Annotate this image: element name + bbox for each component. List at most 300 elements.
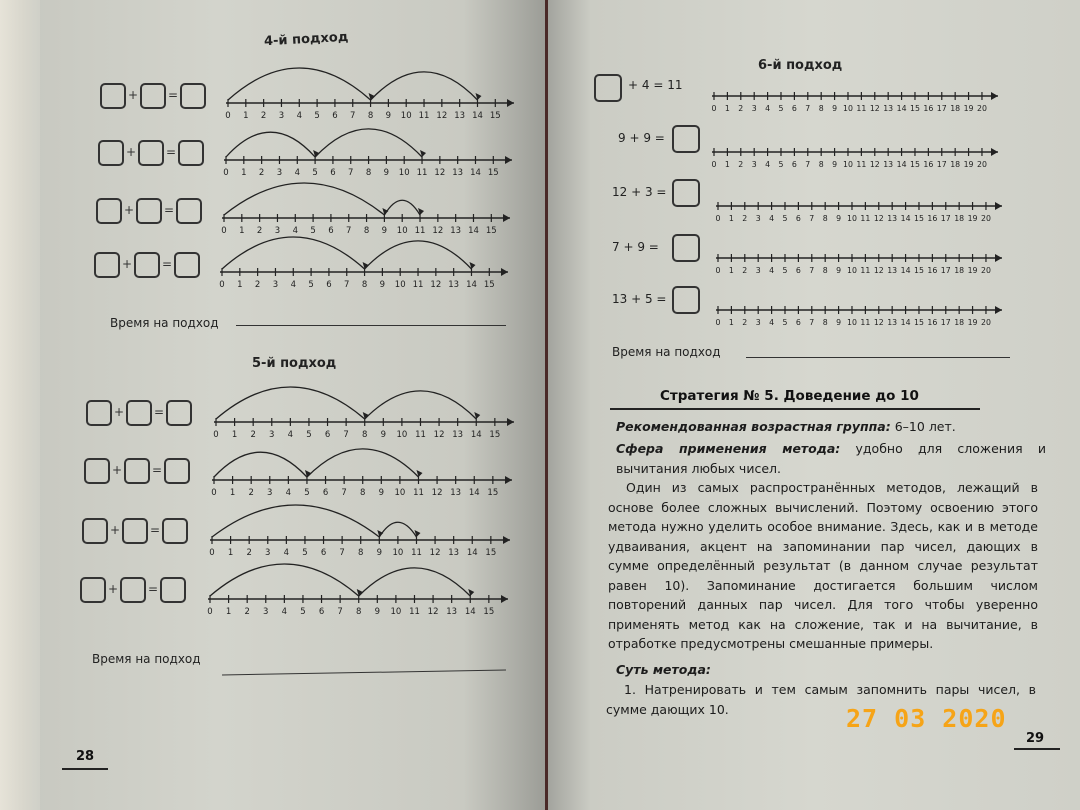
answer-box[interactable] xyxy=(162,518,188,544)
tick-label: 1 xyxy=(227,548,234,558)
tick-label: 13 xyxy=(887,266,898,275)
jump-arc xyxy=(228,68,371,100)
tick-label: 1 xyxy=(231,430,238,440)
tick-label: 16 xyxy=(923,160,934,169)
equals-sign: = xyxy=(152,463,163,477)
tick-label: 19 xyxy=(967,214,978,223)
tick-label: 12 xyxy=(432,226,444,236)
tick-label: 8 xyxy=(822,266,828,275)
equation-3: 12 + 3 = xyxy=(612,185,667,199)
answer-box[interactable] xyxy=(180,83,206,109)
tick-label: 10 xyxy=(394,488,406,498)
tick-label: 13 xyxy=(452,168,464,178)
tick-label: 18 xyxy=(954,214,965,223)
tick-label: 12 xyxy=(434,168,446,178)
section-5-title: 5-й подход xyxy=(252,356,337,371)
tick-label: 8 xyxy=(358,548,364,558)
tick-label: 7 xyxy=(348,168,354,178)
tick-label: 7 xyxy=(344,280,350,290)
tick-label: 13 xyxy=(452,430,464,440)
tick-label: 3 xyxy=(755,214,761,223)
tick-label: 4 xyxy=(765,160,771,169)
tick-label: 8 xyxy=(822,214,828,223)
tick-label: 18 xyxy=(950,104,961,113)
tick-label: 2 xyxy=(250,430,256,440)
tick-label: 7 xyxy=(809,266,815,275)
tick-label: 11 xyxy=(860,266,871,275)
tick-label: 11 xyxy=(415,430,426,440)
tick-label: 6 xyxy=(795,266,801,275)
tick-label: 14 xyxy=(900,266,911,275)
tick-label: 6 xyxy=(328,226,334,236)
tick-label: 16 xyxy=(927,266,938,275)
answer-box[interactable] xyxy=(86,400,112,426)
tick-label: 4 xyxy=(769,266,775,275)
tick-label: 3 xyxy=(265,548,271,558)
tick-label: 11 xyxy=(860,214,871,223)
tick-label: 15 xyxy=(483,607,495,617)
time-label-4: Время на подход xyxy=(110,316,219,330)
equals-sign: = xyxy=(162,257,173,271)
tick-label: 12 xyxy=(873,318,884,327)
tick-label: 3 xyxy=(751,160,757,169)
tick-label: 9 xyxy=(374,607,381,617)
tick-label: 13 xyxy=(450,488,462,498)
tick-label: 17 xyxy=(936,104,947,113)
tick-label: 16 xyxy=(923,104,934,113)
tick-label: 2 xyxy=(738,104,744,113)
tick-label: 12 xyxy=(431,488,443,498)
tick-label: 12 xyxy=(869,160,880,169)
tick-label: 7 xyxy=(809,318,815,327)
number-line-arrowhead xyxy=(991,92,998,100)
tick-label: 12 xyxy=(427,607,439,617)
tick-label: 0 xyxy=(715,214,721,223)
answer-box[interactable] xyxy=(136,198,162,224)
tick-label: 3 xyxy=(269,430,275,440)
jump-arc xyxy=(371,72,478,100)
tick-label: 2 xyxy=(738,160,744,169)
answer-box[interactable] xyxy=(124,458,150,484)
tick-label: 9 xyxy=(832,104,838,113)
tick-label: 13 xyxy=(883,160,894,169)
number-line-arrowhead xyxy=(995,202,1002,210)
tick-label: 9 xyxy=(836,214,842,223)
tick-label: 5 xyxy=(782,266,788,275)
number-line-arrowhead xyxy=(995,254,1002,262)
tick-label: 12 xyxy=(873,214,884,223)
answer-box[interactable] xyxy=(164,458,190,484)
tick-label: 0 xyxy=(715,266,721,275)
tick-label: 13 xyxy=(448,280,460,290)
tick-label: 2 xyxy=(248,488,254,498)
tick-label: 14 xyxy=(466,548,478,558)
tick-label: 4 xyxy=(292,226,298,236)
tick-label: 5 xyxy=(782,318,788,327)
tick-label: 14 xyxy=(466,280,477,290)
tick-label: 15 xyxy=(487,168,499,178)
equals-sign: = xyxy=(164,203,175,217)
tick-label: 20 xyxy=(981,318,991,327)
tick-label: 2 xyxy=(254,280,261,290)
tick-label: 4 xyxy=(287,430,294,440)
tick-label: 10 xyxy=(400,111,412,121)
tick-label: 2 xyxy=(246,548,252,558)
tick-label: 10 xyxy=(843,104,853,113)
essence-item: 1. Натренировать и тем самым запомнить пары чисел, в сумме дающих 10. xyxy=(606,682,1036,717)
tick-label: 5 xyxy=(312,168,318,178)
right-page xyxy=(548,0,1080,810)
tick-label: 7 xyxy=(341,488,347,498)
plus-sign: + xyxy=(126,145,137,159)
tick-label: 9 xyxy=(836,318,842,327)
tick-label: 3 xyxy=(267,488,273,498)
page-edge xyxy=(0,0,40,810)
tick-label: 5 xyxy=(314,111,320,121)
answer-box[interactable] xyxy=(84,458,110,484)
tick-label: 6 xyxy=(322,488,329,498)
tick-label: 8 xyxy=(818,104,824,113)
tick-label: 10 xyxy=(398,168,410,178)
tick-label: 6 xyxy=(330,168,336,178)
answer-box[interactable] xyxy=(672,125,700,153)
tick-label: 0 xyxy=(711,104,717,113)
tick-label: 7 xyxy=(805,104,811,113)
number-line-arrowhead xyxy=(507,99,514,107)
tick-label: 15 xyxy=(914,214,924,223)
answer-box[interactable] xyxy=(594,74,622,102)
tick-label: 1 xyxy=(239,226,245,236)
tick-label: 0 xyxy=(223,168,229,178)
time-answer-line-4 xyxy=(236,325,506,326)
tick-label: 6 xyxy=(791,104,797,113)
answer-box[interactable] xyxy=(80,577,106,603)
jump-arc xyxy=(214,452,307,477)
tick-label: 14 xyxy=(468,488,480,498)
answer-box[interactable] xyxy=(134,252,160,278)
strategy-underline xyxy=(610,408,980,410)
tick-label: 12 xyxy=(436,111,448,121)
tick-label: 13 xyxy=(454,111,466,121)
answer-box[interactable] xyxy=(160,577,186,603)
tick-label: 13 xyxy=(883,104,894,113)
tick-label: 12 xyxy=(873,266,884,275)
date-stamp: 27 03 2020 xyxy=(846,704,1007,733)
answer-box[interactable] xyxy=(100,83,126,109)
tick-label: 10 xyxy=(396,430,408,440)
tick-label: 4 xyxy=(283,548,290,558)
tick-label: 7 xyxy=(337,607,343,617)
strategy-title: Стратегия № 5. Доведение до 10 xyxy=(660,388,919,404)
tick-label: 4 xyxy=(296,111,302,121)
tick-label: 11 xyxy=(856,160,867,169)
tick-label: 15 xyxy=(910,104,920,113)
tick-label: 15 xyxy=(487,488,499,498)
equation-2: 9 + 9 = xyxy=(618,131,665,145)
tick-label: 11 xyxy=(416,168,428,178)
tick-label: 5 xyxy=(778,104,784,113)
tick-label: 0 xyxy=(219,280,225,290)
tick-label: 14 xyxy=(470,168,481,178)
tick-label: 19 xyxy=(967,266,978,275)
equals-sign: = xyxy=(150,523,161,537)
jump-arc xyxy=(222,237,365,269)
time-label-6: Время на подход xyxy=(612,345,721,359)
tick-label: 4 xyxy=(769,318,775,327)
tick-label: 0 xyxy=(225,111,231,121)
tick-label: 3 xyxy=(755,266,761,275)
tick-label: 9 xyxy=(380,430,387,440)
tick-label: 5 xyxy=(306,430,312,440)
tick-label: 0 xyxy=(221,226,227,236)
tick-label: 1 xyxy=(724,160,730,169)
scope xyxy=(616,439,1046,478)
tick-label: 0 xyxy=(715,318,721,327)
tick-label: 3 xyxy=(274,226,281,236)
tick-label: 10 xyxy=(843,160,853,169)
plus-sign: + xyxy=(110,523,121,537)
tick-label: 9 xyxy=(378,488,385,498)
tick-label: 10 xyxy=(847,266,857,275)
tick-label: 14 xyxy=(464,607,476,617)
tick-label: 20 xyxy=(977,104,987,113)
jump-arc xyxy=(226,132,315,157)
tick-label: 9 xyxy=(832,160,838,169)
equation-1: + 4 = 11 xyxy=(628,78,683,92)
tick-label: 20 xyxy=(981,214,991,223)
jump-arc xyxy=(379,522,416,537)
age-label: Рекомендованная возрастная группа: xyxy=(616,419,891,434)
answer-box[interactable] xyxy=(176,198,202,224)
tick-label: 10 xyxy=(390,607,402,617)
tick-label: 18 xyxy=(954,318,965,327)
tick-label: 0 xyxy=(213,430,219,440)
tick-label: 9 xyxy=(376,548,383,558)
plus-sign: + xyxy=(124,203,135,217)
tick-label: 14 xyxy=(472,111,483,121)
tick-label: 1 xyxy=(225,607,232,617)
plus-sign: + xyxy=(114,405,125,419)
tick-label: 10 xyxy=(847,214,857,223)
tick-label: 7 xyxy=(343,430,349,440)
equals-sign: = xyxy=(154,405,165,419)
tick-label: 2 xyxy=(260,111,267,121)
essence-label: Суть метода: xyxy=(616,662,711,677)
tick-label: 12 xyxy=(869,104,880,113)
answer-box[interactable] xyxy=(178,140,204,166)
number-line-arrowhead xyxy=(503,536,510,544)
jump-arc xyxy=(224,183,384,215)
tick-label: 3 xyxy=(751,104,757,113)
equation-5: 13 + 5 = xyxy=(612,292,667,306)
tick-label: 5 xyxy=(302,548,308,558)
tick-label: 9 xyxy=(383,168,390,178)
method-description: Один из самых распространённых методов, лежащий в основе более сложных вычислений. Поэтому освоению этого метода нужно уделить особое внимание. Здесь, как и в методе удваивания, акцент на запоминании пар чисел, дающих в сумме определённый результат (в данном случае результат равен 10). Запоминание достигается большим числом повторений данных пар чисел. Для того чтобы уверенно применять метод как на сложение, так и на вычитание, в отработке предусмотрены смешанные примеры. xyxy=(608,480,1038,651)
page-number-underline xyxy=(1014,748,1060,750)
tick-label: 18 xyxy=(954,266,965,275)
equals-sign: = xyxy=(166,145,177,159)
jump-arc xyxy=(365,241,472,269)
tick-label: 5 xyxy=(310,226,316,236)
tick-label: 9 xyxy=(385,111,392,121)
number-line-arrowhead xyxy=(995,306,1002,314)
tick-label: 8 xyxy=(361,280,368,290)
answer-box[interactable] xyxy=(672,286,700,314)
tick-label: 20 xyxy=(977,160,987,169)
tick-label: 4 xyxy=(285,488,292,498)
tick-label: 19 xyxy=(963,104,974,113)
scope-text: удобно для сложения и вычитания любых чисел. xyxy=(616,441,1046,476)
tick-label: 8 xyxy=(367,111,374,121)
tick-label: 3 xyxy=(755,318,761,327)
tick-label: 13 xyxy=(446,607,458,617)
tick-label: 2 xyxy=(742,266,748,275)
tick-label: 6 xyxy=(320,548,327,558)
tick-label: 1 xyxy=(243,111,249,121)
tick-label: 15 xyxy=(914,266,924,275)
tick-label: 1 xyxy=(241,168,247,178)
tick-label: 4 xyxy=(765,104,771,113)
number-line-arrowhead xyxy=(501,595,508,603)
jump-arc xyxy=(216,387,365,419)
tick-label: 17 xyxy=(940,214,951,223)
tick-label: 10 xyxy=(392,548,404,558)
tick-label: 12 xyxy=(430,280,442,290)
tick-label: 6 xyxy=(791,160,797,169)
plus-sign: + xyxy=(128,88,139,102)
tick-label: 11 xyxy=(413,488,424,498)
answer-box[interactable] xyxy=(82,518,108,544)
tick-label: 15 xyxy=(485,548,497,558)
scope-label: Сфера применения метода: xyxy=(616,441,841,456)
tick-label: 8 xyxy=(363,226,370,236)
page-number-underline xyxy=(62,768,108,770)
tick-label: 6 xyxy=(326,280,332,290)
answer-box[interactable] xyxy=(98,140,124,166)
tick-label: 11 xyxy=(409,607,420,617)
age-group xyxy=(616,417,1046,437)
tick-label: 4 xyxy=(769,214,775,223)
number-line-4-4 xyxy=(216,224,524,294)
number-line-6-5 xyxy=(712,262,1018,332)
time-answer-line-6 xyxy=(746,357,1010,358)
tick-label: 0 xyxy=(209,548,215,558)
answer-box[interactable] xyxy=(140,83,166,109)
tick-label: 3 xyxy=(276,168,283,178)
answer-box[interactable] xyxy=(126,400,152,426)
tick-label: 0 xyxy=(207,607,213,617)
section-4-title: 4-й подход xyxy=(263,29,349,50)
jump-arc xyxy=(212,505,379,537)
section-6-title: 6-й подход xyxy=(758,58,843,73)
answer-box[interactable] xyxy=(120,577,146,603)
tick-label: 13 xyxy=(887,214,898,223)
tick-label: 9 xyxy=(836,266,842,275)
tick-label: 17 xyxy=(940,318,951,327)
tick-label: 2 xyxy=(244,607,250,617)
tick-label: 6 xyxy=(332,111,338,121)
tick-label: 1 xyxy=(229,488,236,498)
tick-label: 8 xyxy=(362,430,368,440)
tick-label: 6 xyxy=(318,607,325,617)
tick-label: 7 xyxy=(809,214,815,223)
tick-label: 18 xyxy=(950,160,961,169)
jump-arc xyxy=(315,129,422,157)
tick-label: 13 xyxy=(887,318,898,327)
tick-label: 2 xyxy=(742,318,748,327)
answer-box[interactable] xyxy=(174,252,200,278)
answer-box[interactable] xyxy=(672,179,700,207)
tick-label: 5 xyxy=(300,607,306,617)
tick-label: 14 xyxy=(896,104,907,113)
number-line-arrowhead xyxy=(505,476,512,484)
tick-label: 1 xyxy=(728,318,734,327)
tick-label: 14 xyxy=(470,430,482,440)
number-line-arrowhead xyxy=(501,268,508,276)
tick-label: 10 xyxy=(847,318,857,327)
number-line-5-4 xyxy=(204,551,524,621)
tick-label: 11 xyxy=(860,318,871,327)
tick-label: 1 xyxy=(237,280,243,290)
tick-label: 8 xyxy=(356,607,362,617)
answer-box[interactable] xyxy=(166,400,192,426)
tick-label: 16 xyxy=(927,318,938,327)
tick-label: 8 xyxy=(365,168,372,178)
tick-label: 3 xyxy=(272,280,279,290)
answer-box[interactable] xyxy=(138,140,164,166)
tick-label: 15 xyxy=(489,111,501,121)
tick-label: 15 xyxy=(489,430,501,440)
tick-label: 14 xyxy=(468,226,479,236)
equals-sign: = xyxy=(168,88,179,102)
tick-label: 16 xyxy=(927,214,938,223)
tick-label: 6 xyxy=(324,430,331,440)
tick-label: 12 xyxy=(433,430,445,440)
answer-box[interactable] xyxy=(94,252,120,278)
answer-box[interactable] xyxy=(672,234,700,262)
tick-label: 5 xyxy=(782,214,788,223)
jump-arc xyxy=(384,200,420,215)
number-line-arrowhead xyxy=(991,148,998,156)
tick-label: 14 xyxy=(900,318,911,327)
answer-box[interactable] xyxy=(122,518,148,544)
tick-label: 11 xyxy=(412,280,424,290)
answer-box[interactable] xyxy=(96,198,122,224)
tick-label: 8 xyxy=(360,488,366,498)
age-value: 6–10 лет. xyxy=(894,419,956,434)
tick-label: 17 xyxy=(936,160,947,169)
tick-label: 6 xyxy=(795,318,801,327)
equation-4: 7 + 9 = xyxy=(612,240,659,254)
tick-label: 4 xyxy=(290,280,296,290)
tick-label: 1 xyxy=(724,104,730,113)
time-label-5: Время на подход xyxy=(92,652,201,666)
jump-arc xyxy=(307,449,419,477)
tick-label: 7 xyxy=(339,548,345,558)
tick-label: 11 xyxy=(411,548,422,558)
equals-sign: = xyxy=(148,582,159,596)
tick-label: 15 xyxy=(485,226,497,236)
number-line-arrowhead xyxy=(503,214,510,222)
tick-label: 8 xyxy=(822,318,828,327)
tick-label: 17 xyxy=(940,266,951,275)
tick-label: 19 xyxy=(967,318,978,327)
tick-label: 11 xyxy=(856,104,867,113)
tick-label: 3 xyxy=(263,607,269,617)
tick-label: 2 xyxy=(742,214,748,223)
tick-label: 10 xyxy=(396,226,408,236)
jump-arc xyxy=(210,564,359,596)
